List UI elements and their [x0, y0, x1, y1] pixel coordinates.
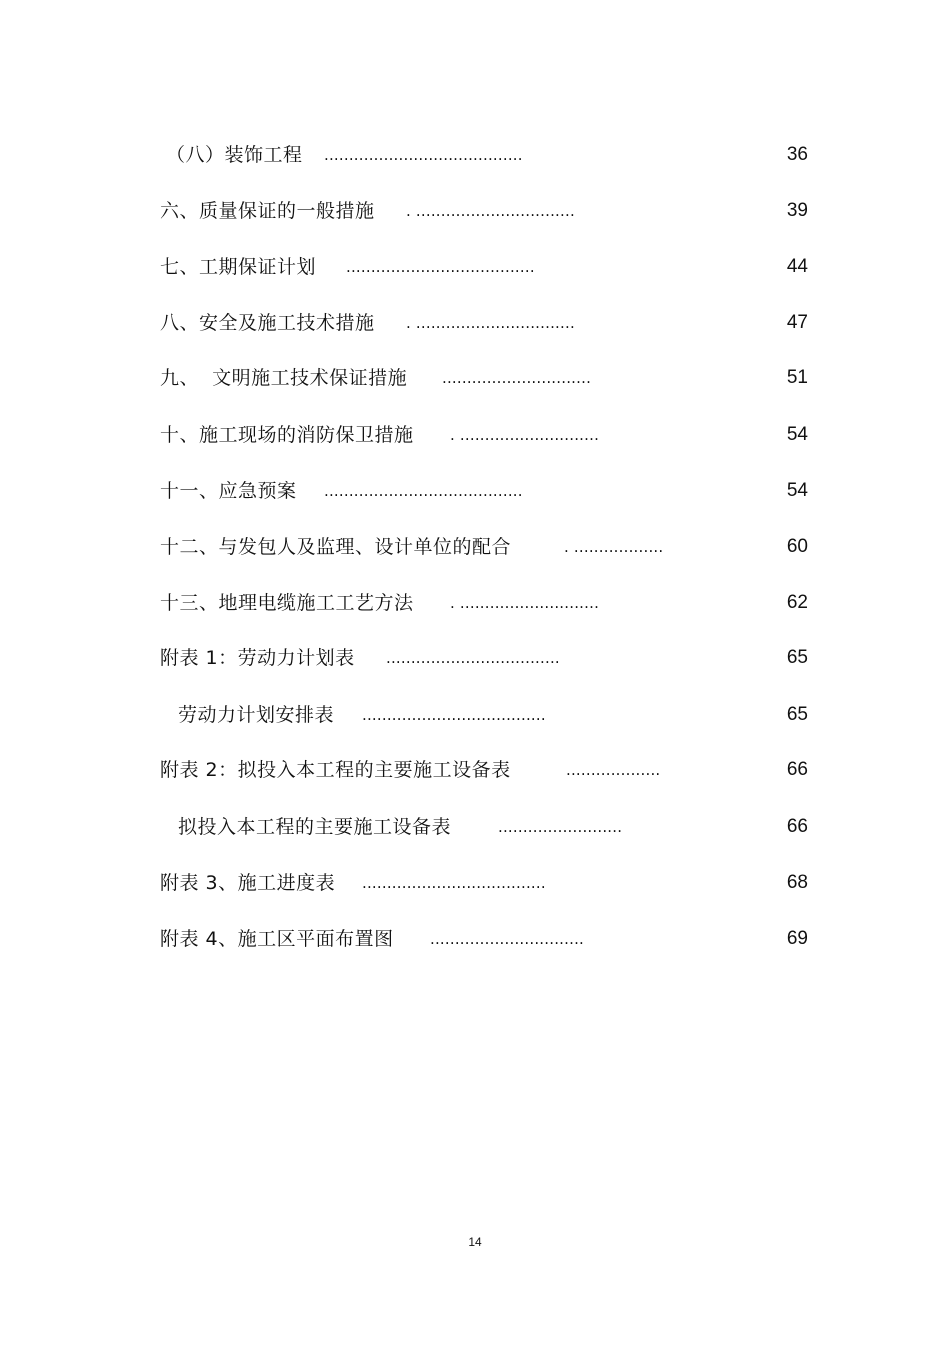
toc-entry-leader: ...................................... [346, 258, 535, 276]
page-number: 14 [468, 1235, 482, 1249]
toc-entry[interactable] [160, 700, 808, 730]
toc-entry-page: 36 [786, 144, 808, 165]
toc-entry-title: 八、安全及施工技术措施 [160, 312, 375, 334]
toc-entry-leader: . ................................ [406, 202, 575, 220]
toc-entry-page: 66 [786, 816, 808, 837]
toc-entry[interactable] [160, 196, 808, 226]
toc-entry-title: 附表 1：劳动力计划表 [160, 647, 355, 669]
toc-entry-title: 附表 2：拟投入本工程的主要施工设备表 [160, 759, 511, 781]
toc-entry-page: 54 [786, 480, 808, 501]
toc-entry[interactable] [160, 643, 808, 673]
toc-entry-title: 附表 3、施工进度表 [160, 872, 336, 894]
toc-entry-title: 十一、应急预案 [160, 480, 297, 502]
toc-entry[interactable] [160, 532, 808, 562]
toc-entry[interactable] [160, 924, 808, 954]
toc-entry-leader: ......................... [498, 818, 623, 836]
toc-entry-title: 劳动力计划安排表 [178, 704, 335, 726]
toc-entry-leader: ............................... [430, 930, 585, 948]
toc-entry-page: 65 [786, 704, 808, 725]
toc-entry-title: 十三、地理电缆施工工艺方法 [160, 592, 414, 614]
toc-entry[interactable] [160, 308, 808, 338]
toc-entry-title: 六、质量保证的一般措施 [160, 200, 375, 222]
toc-entry[interactable] [160, 868, 808, 898]
toc-entry-leader: . ............................ [450, 426, 600, 444]
toc-entry-title: 七、工期保证计划 [160, 256, 317, 278]
toc-entry-page: 66 [786, 759, 808, 780]
toc-entry-leader: ................... [566, 761, 661, 779]
toc-entry-title: 九、 文明施工技术保证措施 [160, 367, 408, 389]
toc-entry-leader: . ................................ [406, 314, 575, 332]
toc-entry-page: 60 [786, 536, 808, 557]
toc-entry-page: 68 [786, 872, 808, 893]
toc-entry-title: 十、施工现场的消防保卫措施 [160, 424, 414, 446]
toc-entry-leader: ..................................... [362, 874, 546, 892]
toc-entry-page: 51 [786, 367, 808, 388]
toc-entry-leader: .............................. [442, 369, 592, 387]
toc-entry-leader: ........................................ [324, 482, 523, 500]
toc-entry-leader: ................................... [386, 649, 560, 667]
toc-entry[interactable] [160, 140, 808, 170]
toc-entry-title: 附表 4、施工区平面布置图 [160, 928, 394, 950]
toc-entry-leader: ........................................ [324, 146, 523, 164]
toc-entry-page: 69 [786, 928, 808, 949]
toc-entry-leader: . ............................ [450, 594, 600, 612]
toc-entry[interactable] [160, 588, 808, 618]
toc-entry-page: 47 [786, 312, 808, 333]
toc-entry[interactable] [160, 476, 808, 506]
toc-entry-leader: . .................. [564, 538, 664, 556]
toc-entry[interactable] [160, 420, 808, 450]
toc-entry-leader: ..................................... [362, 706, 546, 724]
toc-entry-page: 62 [786, 592, 808, 613]
toc-entry[interactable] [160, 252, 808, 282]
toc-entry-page: 44 [786, 256, 808, 277]
toc-entry[interactable] [160, 363, 808, 393]
toc-entry-title: 十二、与发包人及监理、设计单位的配合 [160, 536, 512, 558]
toc-entry-title: 拟投入本工程的主要施工设备表 [178, 816, 452, 838]
toc-entry-page: 65 [786, 647, 808, 668]
toc-entry[interactable] [160, 755, 808, 785]
toc-entry-page: 54 [786, 424, 808, 445]
toc-entry-title: （八）装饰工程 [166, 144, 303, 166]
toc-entry-page: 39 [786, 200, 808, 221]
toc-entry[interactable] [160, 812, 808, 842]
